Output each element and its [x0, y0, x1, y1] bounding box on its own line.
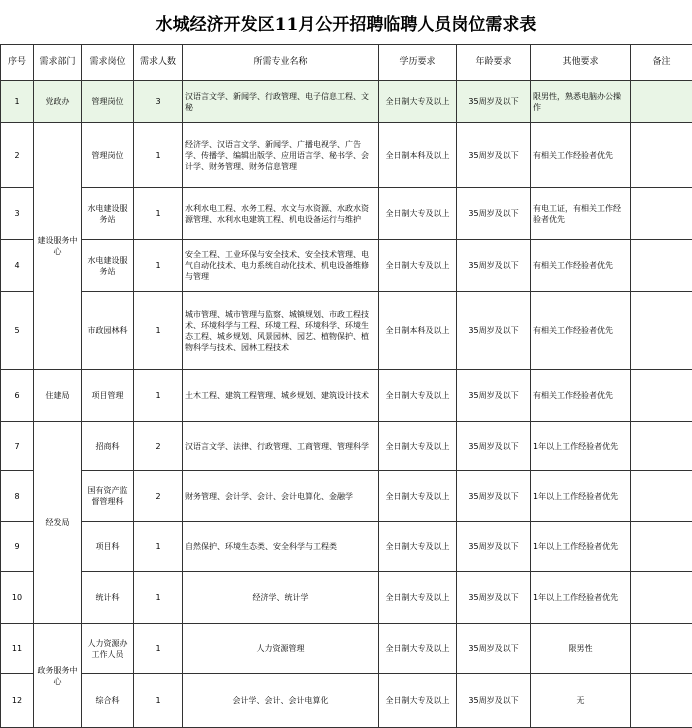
cell-note[interactable]: [631, 81, 692, 123]
table-row: [1, 471, 692, 522]
cell-age[interactable]: 35周岁及以下: [457, 188, 531, 240]
cell-count[interactable]: 1: [134, 188, 183, 240]
cell-note[interactable]: [631, 188, 692, 240]
cell-age[interactable]: 35周岁及以下: [457, 123, 531, 188]
cell-edu[interactable]: 全日制大专及以上: [379, 572, 457, 624]
header-age[interactable]: 年龄要求: [457, 45, 531, 81]
cell-age[interactable]: 35周岁及以下: [457, 370, 531, 422]
cell-post[interactable]: 招商科: [82, 422, 134, 471]
cell-no[interactable]: 3: [1, 188, 34, 240]
header-other[interactable]: 其他要求: [531, 45, 631, 81]
cell-other[interactable]: 有相关工作经验者优先: [531, 370, 631, 422]
cell-count[interactable]: 1: [134, 123, 183, 188]
cell-edu[interactable]: 全日制大专及以上: [379, 240, 457, 292]
cell-age[interactable]: 35周岁及以下: [457, 292, 531, 370]
cell-edu[interactable]: 全日制大专及以上: [379, 624, 457, 674]
cell-no[interactable]: 1: [1, 81, 34, 123]
table-row: [1, 674, 692, 728]
cell-note[interactable]: [631, 624, 692, 674]
cell-count[interactable]: 1: [134, 624, 183, 674]
cell-post[interactable]: 国有资产监督管理科: [82, 471, 134, 522]
cell-other[interactable]: 有电工证，有相关工作经验者优先: [531, 188, 631, 240]
cell-major[interactable]: 水利水电工程、水务工程、水文与水资源、水政水资源管理、水利水电建筑工程、机电设备运行与维护: [183, 188, 379, 240]
cell-major[interactable]: 会计学、会计、会计电算化: [183, 674, 379, 728]
cell-note[interactable]: [631, 522, 692, 572]
cell-other[interactable]: 1年以上工作经验者优先: [531, 422, 631, 471]
cell-age[interactable]: 35周岁及以下: [457, 674, 531, 728]
cell-other[interactable]: 无: [531, 674, 631, 728]
cell-post[interactable]: 水电建设服务站: [82, 188, 134, 240]
cell-major[interactable]: 土木工程、建筑工程管理、城乡规划、建筑设计技术: [183, 370, 379, 422]
cell-count[interactable]: 2: [134, 471, 183, 522]
cell-post[interactable]: 市政园林科: [82, 292, 134, 370]
cell-no[interactable]: 4: [1, 240, 34, 292]
cell-other[interactable]: 限男性，熟悉电脑办公操作: [531, 81, 631, 123]
cell-note[interactable]: [631, 471, 692, 522]
cell-count[interactable]: 1: [134, 370, 183, 422]
cell-note[interactable]: [631, 572, 692, 624]
cell-note[interactable]: [631, 123, 692, 188]
cell-no[interactable]: 2: [1, 123, 34, 188]
cell-post[interactable]: 项目科: [82, 522, 134, 572]
cell-other[interactable]: 1年以上工作经验者优先: [531, 471, 631, 522]
cell-no[interactable]: 11: [1, 624, 34, 674]
cell-edu[interactable]: 全日制本科及以上: [379, 123, 457, 188]
cell-count[interactable]: 3: [134, 81, 183, 123]
cell-age[interactable]: 35周岁及以下: [457, 81, 531, 123]
cell-age[interactable]: 35周岁及以下: [457, 422, 531, 471]
cell-note[interactable]: [631, 422, 692, 471]
cell-post[interactable]: 管理岗位: [82, 81, 134, 123]
table-row: [1, 572, 692, 624]
cell-major[interactable]: 城市管理、城市管理与监察、城镇规划、市政工程技术、环境科学与工程、环境工程、环境科学、环境生态工程、城乡规划、风景园林、园艺、植物保护、植物科学与技术、园林工程技术: [183, 292, 379, 370]
recruitment-table: [0, 44, 692, 728]
cell-other[interactable]: 1年以上工作经验者优先: [531, 522, 631, 572]
cell-no[interactable]: 5: [1, 292, 34, 370]
cell-edu[interactable]: 全日制大专及以上: [379, 81, 457, 123]
cell-age[interactable]: 35周岁及以下: [457, 240, 531, 292]
table-row: [1, 422, 692, 471]
cell-major[interactable]: 人力资源管理: [183, 624, 379, 674]
header-major[interactable]: 所需专业名称: [183, 45, 379, 81]
cell-post[interactable]: 综合科: [82, 674, 134, 728]
cell-post[interactable]: 统计科: [82, 572, 134, 624]
cell-count[interactable]: 1: [134, 674, 183, 728]
cell-age[interactable]: 35周岁及以下: [457, 572, 531, 624]
cell-count[interactable]: 1: [134, 240, 183, 292]
cell-major[interactable]: 汉语言文学、法律、行政管理、工商管理、管理科学: [183, 422, 379, 471]
table-row: [1, 123, 692, 188]
table-row: [1, 624, 692, 674]
cell-post[interactable]: 管理岗位: [82, 123, 134, 188]
table-row: [1, 188, 692, 240]
cell-dept[interactable]: 政务服务中心: [34, 624, 82, 728]
header-row: [1, 45, 692, 81]
cell-major[interactable]: 汉语言文学、新闻学、行政管理、电子信息工程、文秘: [183, 81, 379, 123]
cell-major[interactable]: 安全工程、工业环保与安全技术、安全技术管理、电气自动化技术、电力系统自动化技术、机电设备维修与管理: [183, 240, 379, 292]
cell-no[interactable]: 7: [1, 422, 34, 471]
cell-edu[interactable]: 全日制本科及以上: [379, 292, 457, 370]
cell-dept[interactable]: 经发局: [34, 422, 82, 624]
cell-count[interactable]: 1: [134, 522, 183, 572]
cell-edu[interactable]: 全日制大专及以上: [379, 188, 457, 240]
cell-major[interactable]: 经济学、汉语言文学、新闻学、广播电视学、广告学、传播学、编辑出版学、应用语言学、秘书学、会计学、财务管理、财务信息管理: [183, 123, 379, 188]
table-row: [1, 292, 692, 370]
cell-no[interactable]: 9: [1, 522, 34, 572]
cell-other[interactable]: 限男性: [531, 624, 631, 674]
cell-post[interactable]: 项目管理: [82, 370, 134, 422]
cell-note[interactable]: [631, 292, 692, 370]
cell-no[interactable]: 10: [1, 572, 34, 624]
header-count[interactable]: 需求人数: [134, 45, 183, 81]
cell-no[interactable]: 12: [1, 674, 34, 728]
cell-no[interactable]: 6: [1, 370, 34, 422]
cell-count[interactable]: 1: [134, 572, 183, 624]
header-edu[interactable]: 学历要求: [379, 45, 457, 81]
cell-major[interactable]: 财务管理、会计学、会计、会计电算化、金融学: [183, 471, 379, 522]
cell-edu[interactable]: 全日制大专及以上: [379, 422, 457, 471]
cell-note[interactable]: [631, 240, 692, 292]
cell-count[interactable]: 1: [134, 292, 183, 370]
cell-major[interactable]: 经济学、统计学: [183, 572, 379, 624]
cell-major[interactable]: 自然保护、环境生态类、安全科学与工程类: [183, 522, 379, 572]
cell-edu[interactable]: 全日制大专及以上: [379, 471, 457, 522]
table-row: [1, 370, 692, 422]
header-note[interactable]: 备注: [631, 45, 692, 81]
cell-dept[interactable]: 党政办: [34, 81, 82, 123]
header-no[interactable]: 序号: [1, 45, 34, 81]
header-dept[interactable]: 需求部门: [34, 45, 82, 81]
table-row: [1, 522, 692, 572]
cell-note[interactable]: [631, 674, 692, 728]
cell-post[interactable]: 水电建设服务站: [82, 240, 134, 292]
cell-other[interactable]: 1年以上工作经验者优先: [531, 572, 631, 624]
table-row: [1, 81, 692, 123]
cell-no[interactable]: 8: [1, 471, 34, 522]
page-title: 水城经济开发区11月公开招聘临聘人员岗位需求表: [0, 0, 692, 44]
cell-count[interactable]: 2: [134, 422, 183, 471]
cell-edu[interactable]: 全日制大专及以上: [379, 370, 457, 422]
cell-post[interactable]: 人力资源办工作人员: [82, 624, 134, 674]
cell-age[interactable]: 35周岁及以下: [457, 471, 531, 522]
cell-edu[interactable]: 全日制大专及以上: [379, 674, 457, 728]
cell-age[interactable]: 35周岁及以下: [457, 624, 531, 674]
cell-other[interactable]: 有相关工作经验者优先: [531, 123, 631, 188]
header-post[interactable]: 需求岗位: [82, 45, 134, 81]
table-row: [1, 240, 692, 292]
cell-edu[interactable]: 全日制大专及以上: [379, 522, 457, 572]
cell-age[interactable]: 35周岁及以下: [457, 522, 531, 572]
cell-note[interactable]: [631, 370, 692, 422]
cell-dept[interactable]: 住建局: [34, 370, 82, 422]
cell-dept[interactable]: 建设服务中心: [34, 123, 82, 370]
cell-other[interactable]: 有相关工作经验者优先: [531, 240, 631, 292]
cell-other[interactable]: 有相关工作经验者优先: [531, 292, 631, 370]
